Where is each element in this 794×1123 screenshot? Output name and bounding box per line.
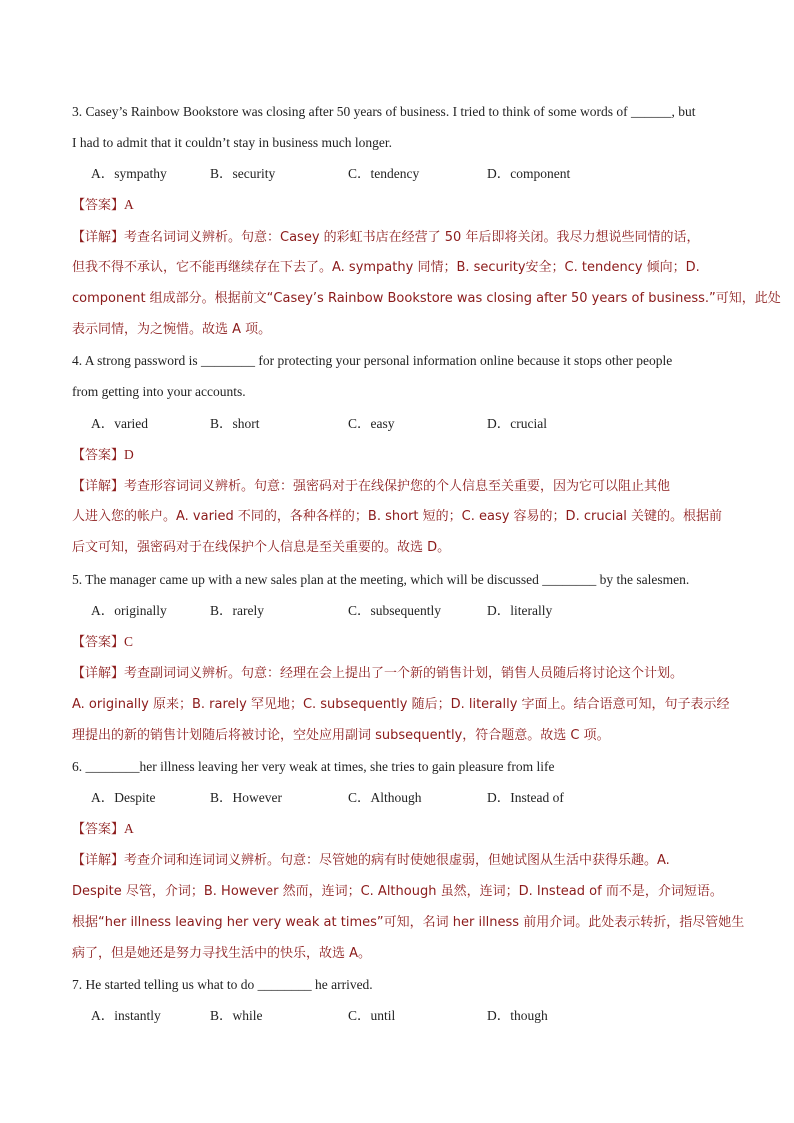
question-3-text-line-2: I had to admit that it couldn’t stay in business much longer.	[72, 135, 392, 150]
question-6-option-d: D．Instead of	[487, 790, 564, 805]
answer-tag: 【答案】	[72, 822, 125, 837]
question-3-explain-line-3: component 组成部分。根据前文“Casey’s Rainbow Bookstore was closing after 50 years of business.”可知，此处	[72, 291, 781, 306]
question-5-option-a: A．originally	[91, 603, 167, 618]
question-4-option-d: D．crucial	[487, 416, 547, 431]
question-4-explain-line-1: 【详解】考查形容词词义辨析。句意：强密码对于在线保护您的个人信息至关重要，因为它可以阻止其他	[72, 479, 671, 494]
question-7-option-b: B．while	[210, 1008, 263, 1023]
answer-value: C	[124, 634, 134, 649]
explain-tag: 【详解】	[72, 230, 125, 245]
question-6-option-a: A．Despite	[91, 790, 156, 805]
question-6-answer	[72, 819, 732, 840]
question-5-option-b: B．rarely	[210, 603, 264, 618]
question-4-option-b: B．short	[210, 416, 260, 431]
question-7-text-line-1: 7. He started telling us what to do ________ he arrived.	[72, 977, 373, 992]
question-5-explain-line-3: 理提出的新的销售计划随后将被讨论，空处应用副词 subsequently，符合题意。故选 C 项。	[72, 728, 610, 743]
answer-value: A	[124, 197, 134, 212]
question-3-explain-line-1: 【详解】考查名词词义辨析。句意：Casey 的彩虹书店在经营了 50 年后即将关闭。我尽力想说些同情的话，	[72, 230, 700, 245]
answer-tag: 【答案】	[72, 635, 125, 650]
question-7-option-a: A．instantly	[91, 1008, 161, 1023]
question-6-text-line-1: 6. ________her illness leaving her very weak at times, she tries to gain pleasure from life	[72, 759, 555, 774]
question-6-explain-line-3: 根据“her illness leaving her very weak at times”可知，名词 her illness 前用介词。此处表示转折，指尽管她生	[72, 915, 745, 930]
question-5-explain-line-2: A. originally 原来；B. rarely 罕见地；C. subsequently 随后；D. literally 字面上。结合语意可知，句子表示经	[72, 697, 730, 712]
question-3-answer	[72, 195, 732, 216]
question-6-explain-line-2: Despite 尽管，介词；B. However 然而，连词；C. Although 虽然，连词；D. Instead of 而不是，介词短语。	[72, 884, 723, 899]
question-3-option-a: A．sympathy	[91, 166, 167, 181]
explain-tag: 【详解】	[72, 853, 125, 868]
question-3-explain-line-2: 但我不得不承认，它不能再继续存在下去了。A. sympathy 同情；B. security安全；C. tendency 倾向；D.	[72, 260, 700, 275]
explain-tag: 【详解】	[72, 666, 125, 681]
question-5-explain-line-1: 【详解】考查副词词义辨析。句意：经理在会上提出了一个新的销售计划，销售人员随后将讨论这个计划。	[72, 666, 684, 681]
question-3-explain-line-4: 表示同情，为之惋惜。故选 A 项。	[72, 322, 272, 337]
question-4-option-a: A．varied	[91, 416, 148, 431]
question-6-explain-line-4: 病了，但是她还是努力寻找生活中的快乐，故选 A。	[72, 946, 372, 961]
answer-value: A	[124, 821, 134, 836]
question-4-explain-line-2: 人进入您的帐户。A. varied 不同的，各种各样的；B. short 短的；C. easy 容易的；D. crucial 关键的。根据前	[72, 509, 723, 524]
question-5-answer	[72, 632, 732, 653]
question-4-answer	[72, 445, 732, 466]
question-7-option-d: D．though	[487, 1008, 548, 1023]
question-3-option-d: D．component	[487, 166, 571, 181]
question-6-option-c: C．Although	[348, 790, 422, 805]
question-5-option-d: D．literally	[487, 603, 553, 618]
question-3-text-line-1: 3. Casey’s Rainbow Bookstore was closing after 50 years of business. I tried to think of some words of ______, but	[72, 104, 696, 119]
question-3-option-c: C．tendency	[348, 166, 420, 181]
question-5-text-line-1: 5. The manager came up with a new sales plan at the meeting, which will be discussed ________ by the salesmen.	[72, 572, 690, 587]
question-4-text-line-2: from getting into your accounts.	[72, 384, 246, 399]
explain-tag: 【详解】	[72, 479, 125, 494]
question-6-explain-line-1: 【详解】考查介词和连词词义辨析。句意：尽管她的病有时使她很虚弱，但她试图从生活中获得乐趣。A.	[72, 853, 670, 868]
question-3-option-b: B．security	[210, 166, 276, 181]
question-6-option-b: B．However	[210, 790, 282, 805]
answer-tag: 【答案】	[72, 198, 125, 213]
question-4-explain-line-3: 后文可知，强密码对于在线保护个人信息是至关重要的。故选 D。	[72, 540, 451, 555]
answer-value: D	[124, 447, 134, 462]
question-5-option-c: C．subsequently	[348, 603, 441, 618]
answer-tag: 【答案】	[72, 448, 125, 463]
question-7-option-c: C．until	[348, 1008, 396, 1023]
question-4-option-c: C．easy	[348, 416, 395, 431]
question-4-text-line-1: 4. A strong password is ________ for protecting your personal information online because it stops other people	[72, 353, 673, 368]
